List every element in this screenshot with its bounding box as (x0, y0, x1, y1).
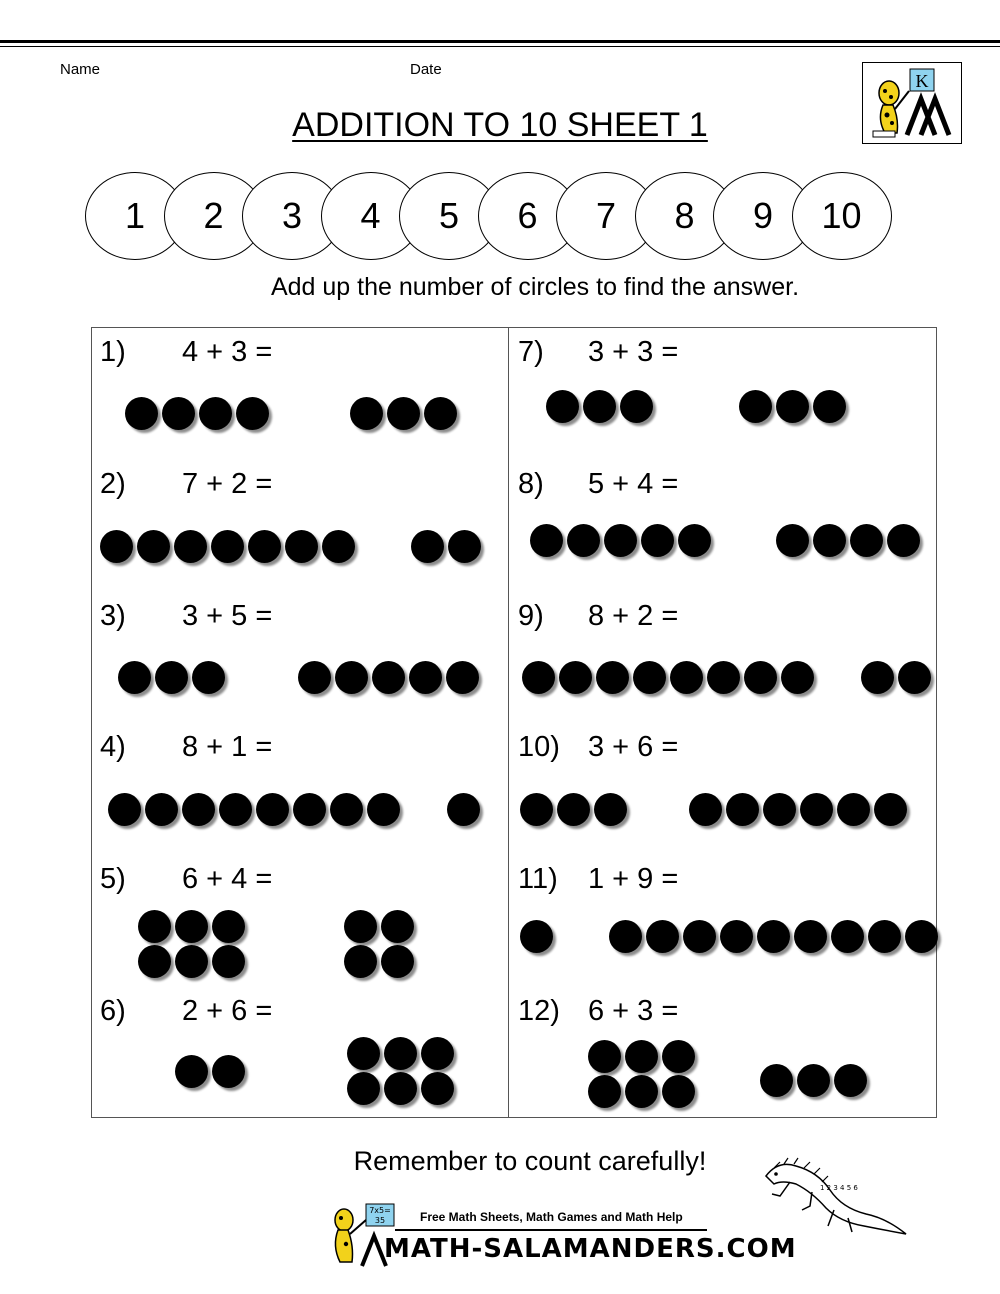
number-line-cell: 8 (635, 172, 735, 260)
counting-dot (662, 1075, 695, 1108)
counting-dot (874, 793, 907, 826)
brand-badge-line1: 7x5= (369, 1206, 391, 1215)
question-expression: 3 + 3 = (588, 336, 679, 368)
counting-dot (421, 1037, 454, 1070)
question-number: 10) (518, 731, 560, 763)
question-expression: 6 + 3 = (588, 995, 679, 1027)
counting-dot (384, 1072, 417, 1105)
counting-dot (739, 390, 772, 423)
counting-dot (424, 397, 457, 430)
counting-dot (633, 661, 666, 694)
counting-dot (125, 397, 158, 430)
counting-dot (594, 793, 627, 826)
counting-dot (760, 1064, 793, 1097)
counting-dot (137, 530, 170, 563)
counting-dot (212, 910, 245, 943)
counting-dot (381, 945, 414, 978)
counting-dot (625, 1040, 658, 1073)
counting-dot (683, 920, 716, 953)
counting-dot (155, 661, 188, 694)
question-expression: 2 + 6 = (182, 995, 273, 1027)
counting-dot (344, 910, 377, 943)
brand-name: MATH-SALAMANDERS.COM (384, 1234, 797, 1264)
counting-dot (448, 530, 481, 563)
number-line-cell: 7 (556, 172, 656, 260)
brand-badge-line2: 35 (374, 1216, 386, 1225)
counting-dot (588, 1040, 621, 1073)
counting-dot (192, 661, 225, 694)
name-label: Name (60, 61, 101, 78)
counting-dot (421, 1072, 454, 1105)
counting-dot (530, 524, 563, 557)
counting-dot (212, 945, 245, 978)
logo-letter: K (915, 71, 929, 91)
counting-dot (350, 397, 383, 430)
counting-dot (175, 1055, 208, 1088)
question-expression: 8 + 2 = (588, 600, 679, 632)
counting-dot (625, 1075, 658, 1108)
counting-dot (285, 530, 318, 563)
top-rule-thin (0, 46, 1000, 47)
counting-dot (567, 524, 600, 557)
counting-dot (646, 920, 679, 953)
counting-dot (662, 1040, 695, 1073)
counting-dot (813, 524, 846, 557)
top-rule-thick (0, 40, 1000, 43)
counting-dot (199, 397, 232, 430)
counting-dot (831, 920, 864, 953)
counting-dot (834, 1064, 867, 1097)
counting-dot (720, 920, 753, 953)
counting-dot (138, 945, 171, 978)
counting-dot (868, 920, 901, 953)
salamander-drawing-icon (756, 1150, 916, 1246)
counting-dot (763, 793, 796, 826)
number-line-cell: 9 (713, 172, 813, 260)
brand-underline (395, 1229, 707, 1231)
brand-tagline: Free Math Sheets, Math Games and Math Help (420, 1210, 683, 1224)
counting-dot (678, 524, 711, 557)
counting-dot (138, 910, 171, 943)
question-expression: 1 + 9 = (588, 863, 679, 895)
counting-dot (347, 1037, 380, 1070)
counting-dot (898, 661, 931, 694)
counting-dot (776, 390, 809, 423)
number-line-cell: 6 (478, 172, 578, 260)
counting-dot (248, 530, 281, 563)
counting-dot (641, 524, 674, 557)
counting-dot (212, 1055, 245, 1088)
counting-dot (108, 793, 141, 826)
counting-dot (330, 793, 363, 826)
counting-dot (559, 661, 592, 694)
counting-dot (689, 793, 722, 826)
counting-dot (293, 793, 326, 826)
counting-dot (707, 661, 740, 694)
grid-divider (508, 327, 509, 1118)
question-expression: 6 + 4 = (182, 863, 273, 895)
counting-dot (162, 397, 195, 430)
counting-dot (781, 661, 814, 694)
question-expression: 5 + 4 = (588, 468, 679, 500)
counting-dot (175, 945, 208, 978)
question-number: 5) (100, 863, 126, 895)
counting-dot (344, 945, 377, 978)
number-line-cell: 10 (792, 172, 892, 260)
counting-dot (813, 390, 846, 423)
question-number: 7) (518, 336, 544, 368)
counting-dot (100, 530, 133, 563)
counting-dot (447, 793, 480, 826)
counting-dot (609, 920, 642, 953)
counting-dot (298, 661, 331, 694)
svg-text:1 2 3 4 5 6: 1 2 3 4 5 6 (820, 1184, 858, 1192)
counting-dot (347, 1072, 380, 1105)
counting-dot (726, 793, 759, 826)
counting-dot (335, 661, 368, 694)
counting-dot (446, 661, 479, 694)
worksheet-title: ADDITION TO 10 SHEET 1 (292, 106, 708, 144)
counting-dot (411, 530, 444, 563)
counting-dot (797, 1064, 830, 1097)
question-expression: 7 + 2 = (182, 468, 273, 500)
counting-dot (367, 793, 400, 826)
counting-dot (175, 910, 208, 943)
counting-dot (744, 661, 777, 694)
counting-dot (182, 793, 215, 826)
counting-dot (384, 1037, 417, 1070)
question-number: 11) (518, 863, 558, 895)
counting-dot (145, 793, 178, 826)
counting-dot (588, 1075, 621, 1108)
counting-dot (776, 524, 809, 557)
counting-dot (520, 920, 553, 953)
reminder-text: Remember to count carefully! (353, 1146, 707, 1176)
number-line-cell: 1 (85, 172, 185, 260)
number-line-cell: 2 (164, 172, 264, 260)
question-number: 8) (518, 468, 544, 500)
counting-dot (256, 793, 289, 826)
counting-dot (409, 661, 442, 694)
counting-dot (794, 920, 827, 953)
counting-dot (604, 524, 637, 557)
question-number: 2) (100, 468, 126, 500)
counting-dot (174, 530, 207, 563)
counting-dot (381, 910, 414, 943)
number-line-cell: 5 (399, 172, 499, 260)
number-line-cell: 4 (321, 172, 421, 260)
counting-dot (670, 661, 703, 694)
counting-dot (520, 793, 553, 826)
counting-dot (557, 793, 590, 826)
counting-dot (522, 661, 555, 694)
counting-dot (387, 397, 420, 430)
counting-dot (219, 793, 252, 826)
number-line-cell: 3 (242, 172, 342, 260)
counting-dot (850, 524, 883, 557)
date-label: Date (410, 61, 442, 78)
question-expression: 3 + 5 = (182, 600, 273, 632)
question-expression: 4 + 3 = (182, 336, 273, 368)
counting-dot (905, 920, 938, 953)
question-number: 1) (100, 336, 126, 368)
question-number: 3) (100, 600, 126, 632)
counting-dot (861, 661, 894, 694)
instruction-text: Add up the number of circles to find the answer. (270, 273, 800, 301)
counting-dot (800, 793, 833, 826)
counting-dot (546, 390, 579, 423)
question-number: 12) (518, 995, 560, 1027)
counting-dot (596, 661, 629, 694)
counting-dot (757, 920, 790, 953)
counting-dot (583, 390, 616, 423)
question-expression: 8 + 1 = (182, 731, 273, 763)
question-number: 6) (100, 995, 126, 1027)
counting-dot (322, 530, 355, 563)
counting-dot (372, 661, 405, 694)
counting-dot (887, 524, 920, 557)
question-number: 4) (100, 731, 126, 763)
question-expression: 3 + 6 = (588, 731, 679, 763)
counting-dot (118, 661, 151, 694)
counting-dot (620, 390, 653, 423)
counting-dot (236, 397, 269, 430)
counting-dot (837, 793, 870, 826)
question-number: 9) (518, 600, 544, 632)
counting-dot (211, 530, 244, 563)
